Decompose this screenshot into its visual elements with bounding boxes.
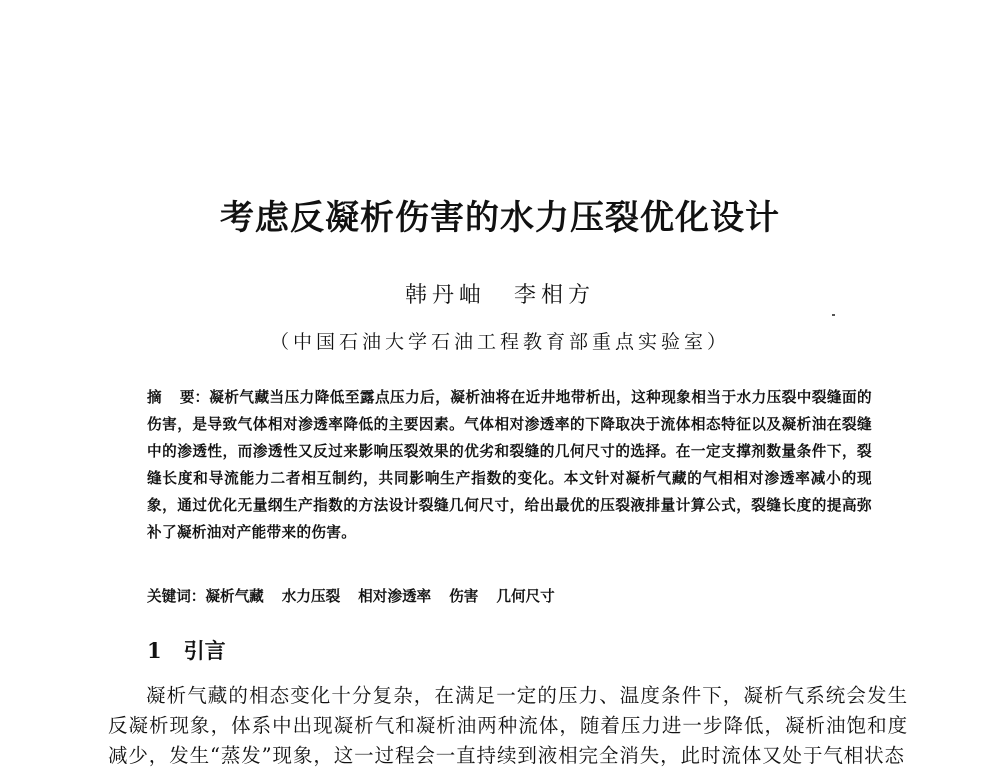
abstract-block [147, 384, 872, 546]
section-number: 1 [147, 638, 162, 663]
author-affiliation: （中国石油大学石油工程教育部重点实验室） [269, 331, 730, 353]
author-list [0, 281, 1000, 311]
abstract-label: 摘 要： [147, 389, 210, 406]
abstract-text: 凝析气藏当压力降低至露点压力后，凝析油将在近井地带析出，这种现象相当于水力压裂中裂缝面的伤害，是导致气体相对渗透率降低的主要因素。气体相对渗透率的下降取决于流体相态特征以及凝析油在裂缝中的渗透性，而渗透性又反过来影响压裂效果的优劣和裂缝的几何尺寸的选择。在一定支撑剂数量条件下，裂缝长度和导流能力二者相互制约，共同影响生产指数的变化。本文针对凝析气藏的气相相对渗透率减小的现象，通过优化无量纲生产指数的方法设计裂缝几何尺寸，给出最优的压裂液排量计算公式，裂缝长度的提高弥补了凝析油对产能带来的伤害。 [147, 389, 872, 541]
keywords-line [147, 583, 573, 610]
keyword: 水力压裂 [281, 588, 341, 605]
section-heading [147, 636, 226, 666]
keyword: 凝析气藏 [205, 588, 264, 605]
keyword: 相对渗透率 [358, 588, 432, 605]
paper-title: 考虑反凝析伤害的水力压裂优化设计 [220, 198, 780, 238]
body-paragraph: 凝析气藏的相态变化十分复杂，在满足一定的压力、温度条件下，凝析气系统会发生反凝析现象，体系中出现凝析气和凝析油两种流体，随着压力进一步降低，凝析油饱和度减少，发生“蒸发”现象，这一过程会一直持续到液相完全消失，此时流体又处于气相状态 [108, 684, 908, 767]
keyword: 几何尺寸 [496, 588, 555, 605]
section-title: 引言 [183, 639, 226, 663]
keyword: 伤害 [449, 588, 479, 605]
author-name: 韩丹岫 [404, 283, 486, 308]
keywords-label: 关键词： [147, 588, 206, 605]
author-name: 李相方 [514, 283, 596, 308]
scan-speck [832, 314, 835, 316]
